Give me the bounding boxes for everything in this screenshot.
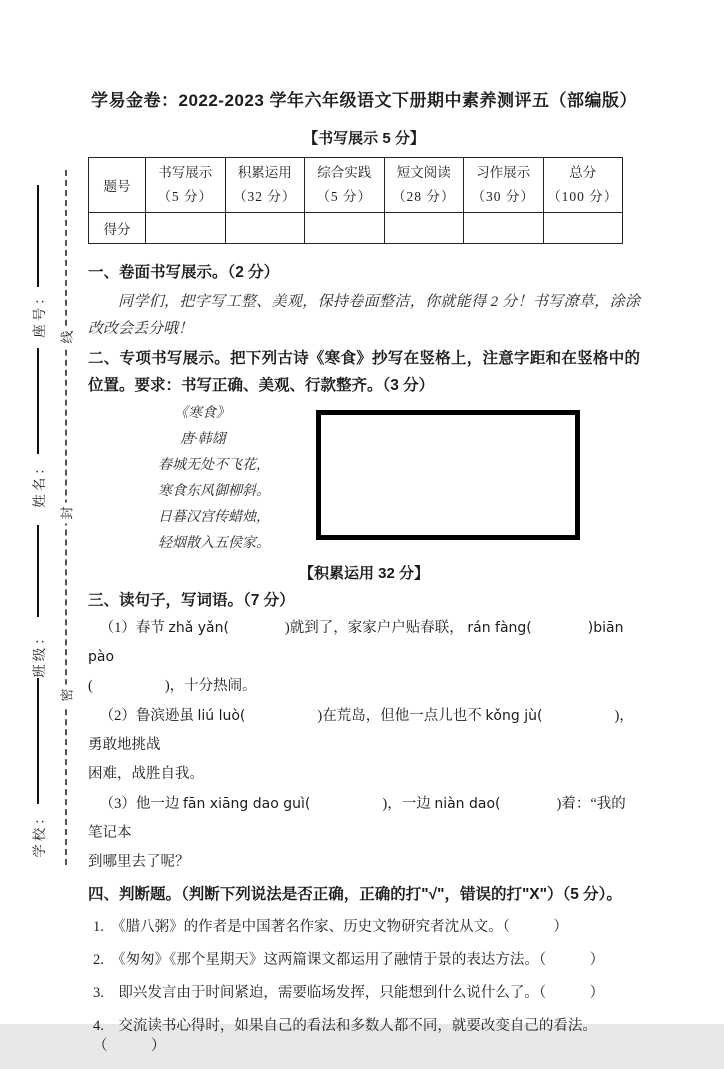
word-writing-item-3 [88,790,640,877]
score-cell-reading [384,213,464,244]
section-1-heading: 一、卷面书写展示。（2 分） [88,264,280,281]
score-col-total: 总分 （100 分） [543,158,623,213]
poem-line: 日暮汉宫传蜡烛， [158,510,270,525]
section-4-heading: 四、判断题。（判断下列说法是否正确，正确的打"√"，错误的打"X"）（5 分）。 [88,886,622,903]
true-false-item-4: 4. 交流读书心得时，如果自己的看法和多数人都不同，就要改变自己的看法。（ ） [93,1018,597,1054]
pinyin-prompt: liú luò( [197,708,246,724]
item-continuation: 到哪里去了呢？ [88,854,190,870]
true-false-item-2: 2. 《匆匆》《那个星期天》这两篇课文都运用了融情于景的表达方法。（ ） [93,952,605,968]
poem-line: 春城无处不飞花， [158,458,270,473]
score-cell-writing [146,213,226,244]
poem-line: 寒食东风御柳斜。 [158,484,270,499]
score-cell-composition [464,213,544,244]
score-col-reading: 短文阅读 （28 分） [384,158,464,213]
item-text: （2）鲁滨逊虽 [99,708,198,724]
name-blank-line [37,348,39,454]
item-continuation: 困难，战胜自我。 [88,766,204,782]
seat-blank-line [37,185,39,287]
pinyin-prompt: )biān pào [88,620,624,665]
item-text: （1）春节 [99,620,169,636]
pinyin-prompt: fān xiāng dao guì( [182,796,311,812]
pinyin-prompt: niàn dao( [434,796,501,812]
item-text: )就到了，家家户户贴春联， [284,620,468,636]
seal-char-line: 线 [57,326,76,347]
item-text: )，十分热闹。 [164,678,257,694]
item-text: （3）他一边 [99,796,183,812]
item-text: )着：“我的笔记本 [88,796,626,841]
score-table [88,157,623,244]
student-name-label: 姓名： [32,458,47,508]
section-1-note: 同学们，把字写工整、美观，保持卷面整洁，你就能得 2 分！书写潦草，涂涂改改会丢分哦！ [88,294,640,337]
item-continuation [88,672,640,701]
true-false-item-1: 1. 《腊八粥》的作者是中国著名作家、历史文物研究者沈从文。（ ） [93,919,568,935]
item-text: )，勇敢地挑战 [88,708,634,753]
pinyin-prompt: rán fàng( [467,620,532,636]
class-label: 班级： [32,628,47,678]
school-label: 学校： [32,808,47,858]
pinyin-prompt: zhǎ yǎn( [168,620,229,636]
score-col-accumulation: 积累运用 （32 分） [225,158,305,213]
seat-number-label: 座号： [32,288,47,338]
writing-section-banner: 【书写展示 5 分】 [303,130,425,147]
score-table-score-row [89,213,623,244]
section-3-heading: 三、读句子，写词语。（7 分） [88,592,295,609]
word-writing-item-2 [88,702,640,789]
score-row-label: 得分 [89,213,146,244]
poem-author: 唐·韩翃 [180,432,226,447]
seal-char-feng: 封 [57,502,76,523]
exam-title: 学易金卷：2022-2023 学年六年级语文下册期中素养测评五（部编版） [90,91,638,110]
pinyin-prompt: kǒng jù( [485,708,543,724]
score-cell-total [543,213,623,244]
word-writing-item-1 [88,614,640,701]
school-blank-line [37,678,39,804]
poem-block [88,401,316,557]
item-text: )，一边 [382,796,435,812]
score-col-writing: 书写展示 （5 分） [146,158,226,213]
handwriting-copy-box [316,410,580,540]
score-col-composition: 习作展示 （30 分） [464,158,544,213]
score-table-header-row [89,158,623,213]
poem-title: 《寒食》 [174,406,230,421]
class-blank-line [37,525,39,617]
score-cell-accumulation [225,213,305,244]
true-false-item-3: 3. 即兴发言由于时间紧迫，需要临场发挥，只能想到什么说什么了。（ ） [93,985,605,1001]
question-number-cell: 题号 [89,158,146,213]
accumulation-section-banner: 【积累运用 32 分】 [298,565,430,582]
item-text: )在荒岛，但他一点儿也不 [317,708,486,724]
poem-copy-row [88,401,640,557]
seal-char-mi: 密 [57,684,76,705]
poem-line: 轻烟散入五侯家。 [158,536,270,551]
score-col-practice: 综合实践 （5 分） [305,158,385,213]
exam-content [88,88,640,1069]
item-text: ( [88,678,93,694]
section-2-heading: 二、专项书写展示。把下列古诗《寒食》抄写在竖格上，注意字距和在竖格中的位置。要求：书写正确、美观、行款整齐。（3 分） [88,350,640,394]
score-cell-practice [305,213,385,244]
